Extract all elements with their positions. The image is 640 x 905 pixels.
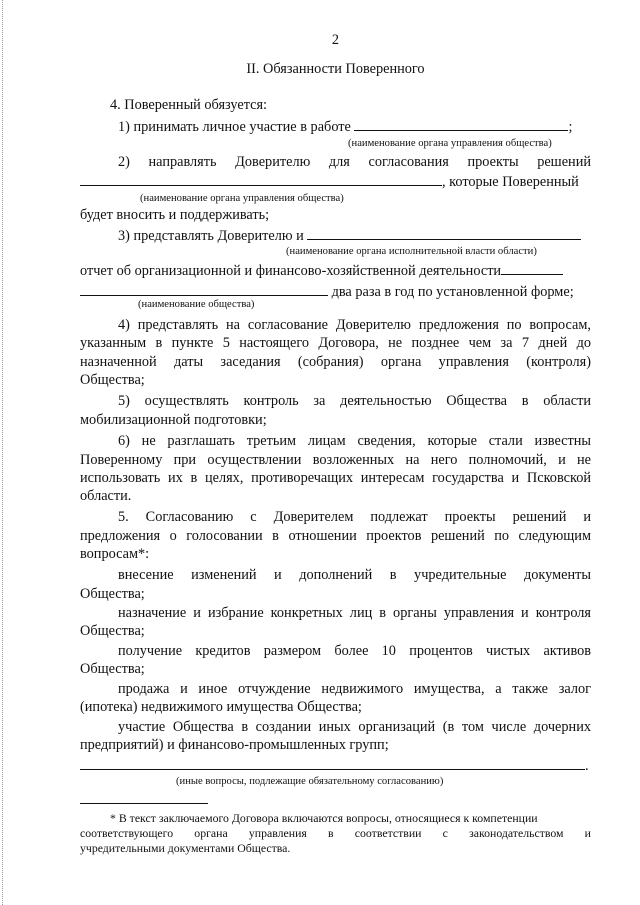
- caption-company-name: (наименование общества): [138, 299, 255, 310]
- caption-governing-body-2: (наименование органа управления общества): [140, 193, 344, 204]
- clause-5-item-4-line2: (ипотека) недвижимого имущества Общества;: [80, 699, 362, 715]
- clause-4-6-line3: использовать их в целях, противоречащих интересам государства и Псковской: [80, 470, 591, 486]
- blank-field: [307, 226, 581, 240]
- clause-4-4-line4: Общества;: [80, 372, 145, 388]
- other-questions-end: .: [585, 758, 589, 774]
- clause-5-item-1-line2: Общества;: [80, 586, 145, 602]
- section-heading: II. Обязанности Поверенного: [246, 61, 425, 77]
- clause-4-3-line2-text: отчет об организационной и финансово-хозяйственной деятельности: [80, 263, 502, 279]
- clause-4-2-line3: будет вносить и поддерживать;: [80, 207, 270, 223]
- clause-5-item-5-line2: предприятий) и финансово-промышленных групп;: [80, 737, 389, 753]
- blank-field: [80, 172, 442, 186]
- footnote-line3: учредительными документами Общества.: [80, 841, 291, 855]
- clause-5-item-4-line1: продажа и иное отчуждение недвижимого имущества, а также залог: [118, 681, 591, 697]
- blank-field: [80, 756, 585, 770]
- clause-5-item-1-line1: внесение изменений и дополнений в учредительные документы: [118, 567, 591, 583]
- page-number: 2: [331, 32, 340, 48]
- scan-edge: [2, 0, 4, 905]
- footnote-line1: * В текст заключаемого Договора включаются вопросы, относящиеся к компетенции: [110, 811, 538, 825]
- clause-4-2-line1: 2) направлять Доверителю для согласования проекты решений: [118, 154, 591, 170]
- caption-other-questions: (иные вопросы, подлежащие обязательному согласованию): [176, 776, 444, 787]
- clause-5-item-3-line2: Общества;: [80, 661, 145, 677]
- blank-field: [354, 117, 568, 131]
- clause-4-3: [118, 226, 591, 245]
- clause-4-4-line1: 4) представлять на согласование Доверителю предложения по вопросам,: [118, 317, 591, 333]
- clause-4-4-line3: назначенной даты заседания (собрания) органа управления (контроля): [80, 354, 591, 370]
- clause-4-2-line2: [80, 172, 591, 191]
- clause-5-item-5-line1: участие Общества в создании иных организаций (в том числе дочерних: [118, 719, 591, 735]
- clause-5-line2: предложения о голосовании в отношении проектов решений по следующим: [80, 528, 591, 544]
- clause-4-3-line3-end: два раза в год по установленной форме;: [331, 284, 574, 300]
- clause-5-line3: вопросам*:: [80, 546, 150, 562]
- clause-4-5-line2: мобилизационной подготовки;: [80, 412, 267, 428]
- clause-4-6-line1: 6) не разглашать третьим лицам сведения, которые стали известны: [118, 433, 591, 449]
- clause-5-item-2-line2: Общества;: [80, 623, 145, 639]
- clause-4-2-line2-end: , которые Поверенный: [442, 174, 579, 190]
- clause-4-1-end: ;: [568, 119, 573, 135]
- clause-5-item-2-line1: назначение и избрание конкретных лиц в органы управления и контроля: [118, 605, 591, 621]
- blank-field: [80, 282, 328, 296]
- footnote-separator: [80, 803, 208, 804]
- clause-4-intro: 4. Поверенный обязуется:: [110, 97, 268, 113]
- clause-4-5-line1: 5) осуществлять контроль за деятельностью Общества в области: [118, 393, 591, 409]
- blank-field: [501, 261, 563, 275]
- clause-4-3-text: 3) представлять Доверителю и: [118, 228, 304, 244]
- clause-5-item-3-line1: получение кредитов размером более 10 процентов чистых активов: [118, 643, 591, 659]
- clause-4-6-line2: Поверенному при осуществлении возложенных на него полномочий, и не: [80, 452, 591, 468]
- clause-4-1-text: 1) принимать личное участие в работе: [118, 119, 351, 135]
- clause-4-1: [118, 117, 591, 136]
- caption-governing-body: (наименование органа управления общества): [348, 138, 552, 149]
- caption-executive-body: (наименование органа исполнительной власти области): [286, 246, 537, 257]
- other-questions-line: [80, 756, 591, 775]
- clause-4-6-line4: области.: [80, 488, 132, 504]
- footnote-line2: соответствующего органа управления в соответствии с законодательством и: [80, 826, 591, 840]
- clause-4-4-line2: указанным в пункте 5 настоящего Договора, не позднее чем за 7 дней до: [80, 335, 591, 351]
- clause-4-3-line2: [80, 261, 591, 280]
- clause-5-line1: 5. Согласованию с Доверителем подлежат проекты решений и: [118, 509, 591, 525]
